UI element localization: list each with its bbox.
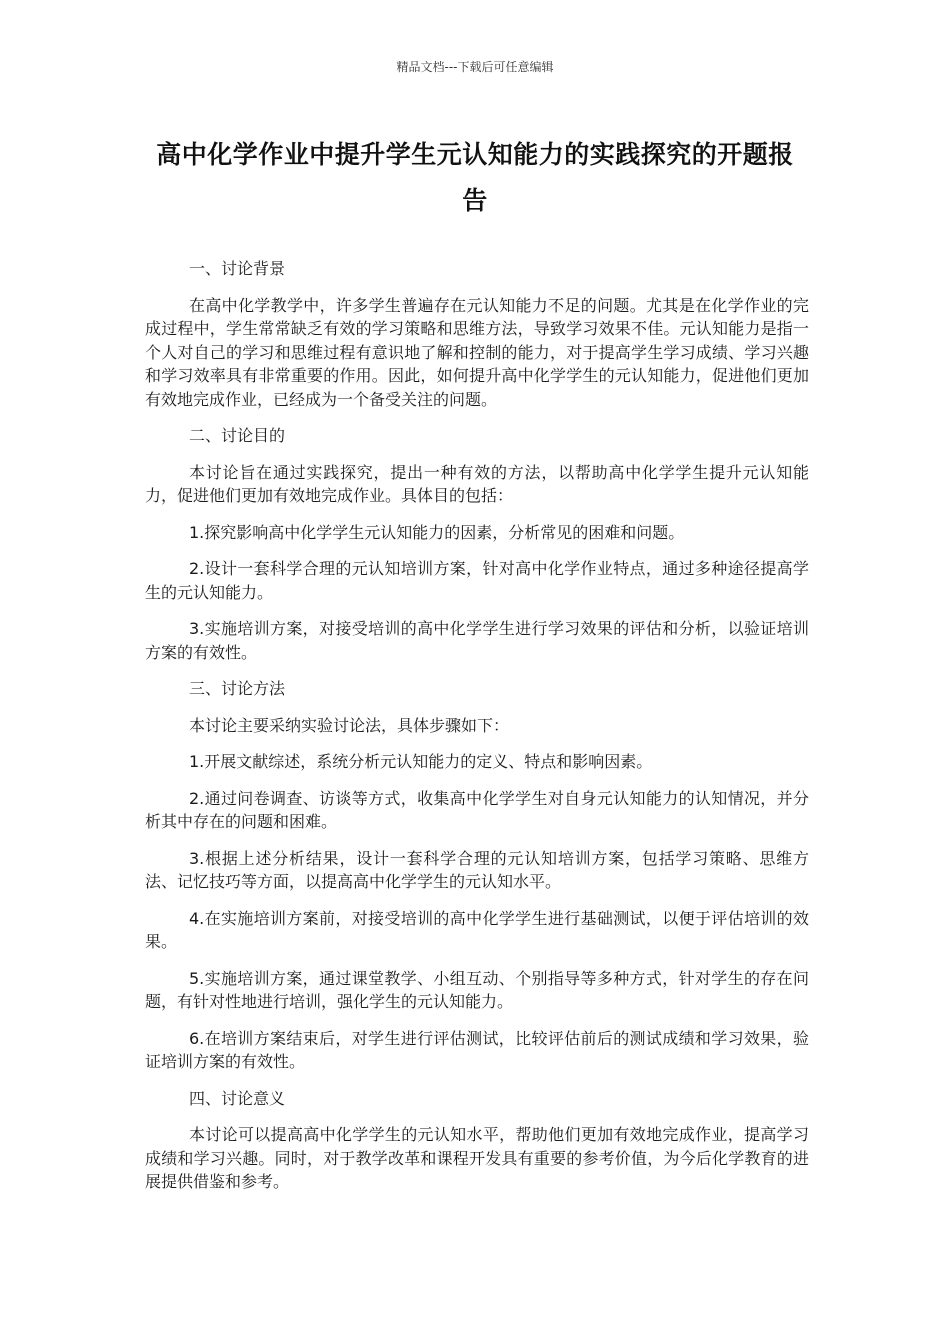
- document-title: 高中化学作业中提升学生元认知能力的实践探究的开题报告: [156, 140, 794, 215]
- purpose-item: 2.设计一套科学合理的元认知培训方案，针对高中化学作业特点，通过多种途径提高学生的元认知能力。: [145, 559, 809, 602]
- method-item: 3.根据上述分析结果，设计一套科学合理的元认知培训方案，包括学习策略、思维方法、记忆技巧等方面，以提高高中化学学生的元认知水平。: [145, 848, 809, 891]
- method-item: 6.在培训方案结束后，对学生进行评估测试，比较评估前后的测试成绩和学习效果，验证培训方案的有效性。: [145, 1028, 809, 1071]
- purpose-item: 1.探究影响高中化学学生元认知能力的因素，分析常见的困难和问题。: [189, 522, 685, 542]
- method-item: 2.通过问卷调查、访谈等方式，收集高中化学学生对自身元认知能力的认知情况，并分析其中存在的问题和困难。: [145, 788, 809, 831]
- method-item: 4.在实施培训方案前，对接受培训的高中化学学生进行基础测试，以便于评估培训的效果。: [145, 908, 809, 951]
- method-item: 1.开展文献综述，系统分析元认知能力的定义、特点和影响因素。: [189, 752, 653, 771]
- document-body: [145, 257, 809, 1207]
- background-paragraph: 在高中化学教学中，许多学生普遍存在元认知能力不足的问题。尤其是在化学作业的完成过程中，学生常常缺乏有效的学习策略和思维方法，导致学习效果不佳。元认知能力是指一个人对自己的学习和思维过程有意识地了解和控制的能力，对于提高学生学习成绩、学习兴趣和学习效率具有非常重要的作用。因此，如何提升高中化学学生的元认知能力，促进他们更加有效地完成作业，已经成为一个备受关注的问题。: [145, 295, 809, 409]
- section-heading-background: 一、讨论背景: [189, 259, 286, 278]
- section-heading-significance: 四、讨论意义: [189, 1088, 286, 1108]
- significance-paragraph: 本讨论可以提高高中化学学生的元认知水平，帮助他们更加有效地完成作业，提高学习成绩和学习兴趣。同时，对于教学改革和课程开发具有重要的参考价值，为今后化学教育的进展提供借鉴和参考。: [145, 1125, 809, 1191]
- method-item: 5.实施培训方案，通过课堂教学、小组互动、个别指导等多种方式，针对学生的存在问题，有针对性地进行培训，强化学生的元认知能力。: [145, 968, 809, 1011]
- section-heading-purpose: 二、讨论目的: [189, 426, 286, 445]
- purpose-item: 3.实施培训方案，对接受培训的高中化学学生进行学习效果的评估和分析，以验证培训方案的有效性。: [145, 619, 809, 662]
- purpose-intro: 本讨论旨在通过实践探究，提出一种有效的方法，以帮助高中化学学生提升元认知能力，促进他们更加有效地完成作业。具体目的包括：: [145, 462, 809, 505]
- section-heading-method: 三、讨论方法: [189, 679, 286, 698]
- method-intro: 本讨论主要采纳实验讨论法，具体步骤如下：: [189, 715, 510, 735]
- header-note: 精品文档---下载后可任意编辑: [396, 60, 554, 74]
